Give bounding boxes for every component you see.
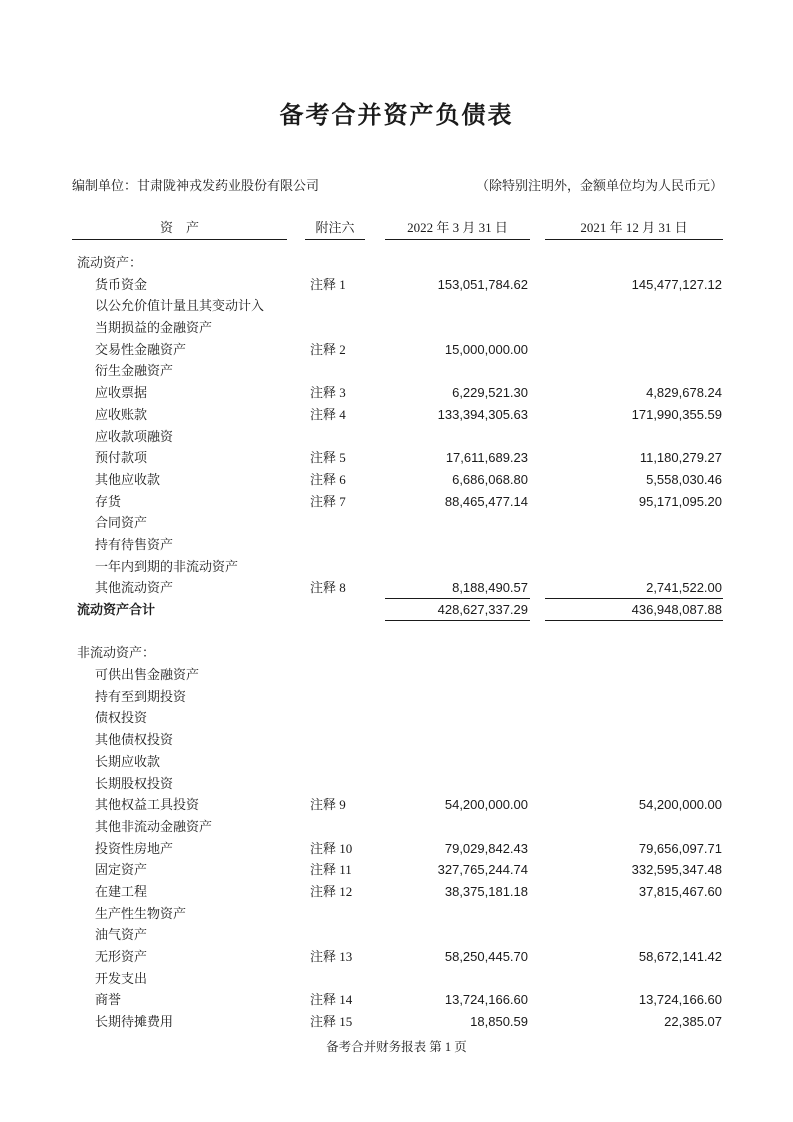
column-gap xyxy=(530,859,545,881)
row-label: 在建工程 xyxy=(95,883,148,899)
table-row xyxy=(72,816,723,838)
row-label: 交易性金融资产 xyxy=(95,341,187,357)
row-value-2022 xyxy=(385,664,530,686)
row-label: 长期应收款 xyxy=(95,753,161,769)
column-gap xyxy=(530,946,545,968)
row-value-2021: 11,180,279.27 xyxy=(639,450,722,466)
row-value-2021 xyxy=(545,556,723,578)
row-note: 注释 10 xyxy=(310,840,353,856)
table-row xyxy=(72,946,723,968)
row-note: 注释 8 xyxy=(310,580,346,596)
column-gap xyxy=(530,1011,545,1033)
header-assets: 资 产 xyxy=(72,217,287,240)
table-row-blank xyxy=(72,621,723,643)
table-row xyxy=(72,404,723,426)
row-label: 非流动资产： xyxy=(77,645,156,661)
table-row xyxy=(72,577,723,599)
page-footer: 备考合并财务报表 第 1 页 xyxy=(326,1040,467,1054)
row-note xyxy=(305,903,385,925)
row-value-2022: 58,250,445.70 xyxy=(444,949,528,964)
row-value-2021: 22,385.07 xyxy=(664,1014,722,1030)
column-gap xyxy=(530,794,545,816)
column-gap xyxy=(530,534,545,556)
row-value-2021: 5,558,030.46 xyxy=(646,471,722,487)
row-value-2022 xyxy=(385,252,530,274)
unit-note: （除特别注明外，金额单位均为人民币元） xyxy=(475,178,723,193)
row-value-2022 xyxy=(385,317,530,339)
row-value-2022 xyxy=(385,642,530,664)
column-gap xyxy=(530,599,545,621)
header-gap xyxy=(287,217,305,240)
row-note xyxy=(305,729,385,751)
row-value-2021: 2,741,522.00 xyxy=(545,577,723,599)
row-note: 注释 13 xyxy=(310,949,353,964)
table-row xyxy=(72,1011,723,1033)
row-label: 其他流动资产 xyxy=(95,580,174,596)
row-label: 其他债权投资 xyxy=(95,732,174,748)
row-label: 债权投资 xyxy=(95,710,148,726)
table-row xyxy=(72,556,723,578)
row-value-2022: 88,465,477.14 xyxy=(444,493,528,509)
row-note xyxy=(305,642,385,664)
row-note xyxy=(305,512,385,534)
table-row xyxy=(72,274,723,296)
column-gap xyxy=(530,382,545,404)
row-value-2022 xyxy=(385,773,530,795)
row-value-2022 xyxy=(385,534,530,556)
row-value-2022 xyxy=(385,512,530,534)
row-value-2021: 145,477,127.12 xyxy=(631,276,722,292)
column-gap xyxy=(530,512,545,534)
row-label: 投资性房地产 xyxy=(95,840,174,856)
table-row xyxy=(72,751,723,773)
table-row xyxy=(72,252,723,274)
row-label: 油气资产 xyxy=(95,927,148,943)
row-value-2021 xyxy=(545,903,723,925)
row-value-2021 xyxy=(545,751,723,773)
row-value-2022 xyxy=(385,751,530,773)
row-value-2021: 436,948,087.88 xyxy=(545,599,723,621)
column-gap xyxy=(530,751,545,773)
row-label: 以公允价值计量且其变动计入 xyxy=(95,298,265,314)
table-row xyxy=(72,426,723,448)
column-gap xyxy=(530,317,545,339)
row-value-2022 xyxy=(385,295,530,317)
row-label: 其他非流动金融资产 xyxy=(95,818,213,834)
table-row xyxy=(72,686,723,708)
row-value-2022: 6,229,521.30 xyxy=(452,385,528,401)
table-row xyxy=(72,924,723,946)
row-label: 当期损益的金融资产 xyxy=(95,320,213,336)
table-row xyxy=(72,989,723,1011)
row-note: 注释 4 xyxy=(310,406,346,422)
table-row xyxy=(72,838,723,860)
row-value-2021 xyxy=(545,729,723,751)
row-value-2022: 54,200,000.00 xyxy=(444,797,528,813)
row-label: 长期股权投资 xyxy=(95,775,174,791)
column-gap xyxy=(530,426,545,448)
row-label: 其他权益工具投资 xyxy=(95,797,200,813)
column-gap xyxy=(530,339,545,361)
column-gap xyxy=(530,686,545,708)
row-value-2021 xyxy=(545,295,723,317)
row-value-2021: 54,200,000.00 xyxy=(638,797,722,813)
row-value-2022 xyxy=(385,968,530,990)
row-label: 存货 xyxy=(95,493,122,509)
row-value-2021 xyxy=(545,968,723,990)
row-value-2021: 58,672,141.42 xyxy=(638,949,722,964)
row-note xyxy=(305,816,385,838)
column-gap xyxy=(530,360,545,382)
row-value-2022: 79,029,842.43 xyxy=(444,840,528,856)
table-body xyxy=(72,252,723,1033)
row-note xyxy=(305,556,385,578)
row-label: 长期待摊费用 xyxy=(95,1014,174,1030)
row-value-2022: 133,394,305.63 xyxy=(437,406,528,422)
row-value-2022: 6,686,068.80 xyxy=(452,471,528,487)
row-value-2021: 13,724,166.60 xyxy=(638,992,722,1008)
table-row xyxy=(72,447,723,469)
table-row xyxy=(72,599,723,621)
row-note: 注释 12 xyxy=(310,883,353,899)
table-row xyxy=(72,339,723,361)
row-note: 注释 3 xyxy=(310,385,346,401)
row-note: 注释 6 xyxy=(310,471,346,487)
column-gap xyxy=(530,989,545,1011)
row-note xyxy=(305,924,385,946)
row-value-2021: 4,829,678.24 xyxy=(646,385,722,401)
row-note xyxy=(305,252,385,274)
table-row xyxy=(72,881,723,903)
row-note xyxy=(305,426,385,448)
column-gap xyxy=(530,556,545,578)
row-note xyxy=(305,360,385,382)
table-row xyxy=(72,968,723,990)
table-row xyxy=(72,469,723,491)
row-note: 注释 14 xyxy=(310,992,353,1008)
column-gap xyxy=(530,838,545,860)
row-note xyxy=(305,599,385,621)
column-gap xyxy=(530,469,545,491)
row-value-2022 xyxy=(385,360,530,382)
row-note xyxy=(305,317,385,339)
column-gap xyxy=(530,773,545,795)
table-row xyxy=(72,859,723,881)
row-label: 预付款项 xyxy=(95,450,148,466)
table-row xyxy=(72,512,723,534)
row-value-2021 xyxy=(545,642,723,664)
table-row xyxy=(72,794,723,816)
row-value-2021: 332,595,347.48 xyxy=(631,862,722,878)
row-value-2021: 79,656,097.71 xyxy=(638,840,722,856)
column-gap xyxy=(530,816,545,838)
row-value-2021 xyxy=(545,534,723,556)
prepared-by: 编制单位：甘肃陇神戎发药业股份有限公司 xyxy=(72,178,320,193)
row-value-2021 xyxy=(545,317,723,339)
row-label: 应收账款 xyxy=(95,406,148,422)
page-title: 备考合并资产负债表 xyxy=(279,103,514,129)
row-label: 流动资产合计 xyxy=(77,602,156,617)
row-value-2021 xyxy=(545,512,723,534)
row-note: 注释 7 xyxy=(310,493,346,509)
column-gap xyxy=(530,274,545,296)
table-row xyxy=(72,773,723,795)
row-note xyxy=(305,664,385,686)
row-label: 持有至到期投资 xyxy=(95,688,187,704)
row-note: 注释 5 xyxy=(310,450,346,466)
row-value-2021 xyxy=(545,686,723,708)
header-date-2021: 2021 年 12 月 31 日 xyxy=(545,217,723,240)
row-label: 可供出售金融资产 xyxy=(95,667,200,683)
row-value-2022 xyxy=(385,707,530,729)
row-note: 注释 11 xyxy=(310,862,352,878)
row-value-2022: 428,627,337.29 xyxy=(385,599,530,621)
table-row xyxy=(72,360,723,382)
row-label: 一年内到期的非流动资产 xyxy=(95,558,239,574)
row-label: 货币资金 xyxy=(95,276,148,292)
table-row xyxy=(72,295,723,317)
row-label: 合同资产 xyxy=(95,515,148,531)
column-gap xyxy=(530,252,545,274)
row-note: 注释 15 xyxy=(310,1014,353,1030)
column-gap xyxy=(530,577,545,599)
row-value-2021 xyxy=(545,773,723,795)
row-value-2022: 15,000,000.00 xyxy=(444,341,528,357)
row-label: 应收票据 xyxy=(95,385,148,401)
table-row xyxy=(72,491,723,513)
column-gap xyxy=(530,881,545,903)
table-row xyxy=(72,707,723,729)
column-gap xyxy=(530,404,545,426)
row-value-2022: 153,051,784.62 xyxy=(437,276,528,292)
row-value-2022: 38,375,181.18 xyxy=(444,883,528,899)
row-value-2021: 171,990,355.59 xyxy=(631,406,722,422)
row-note xyxy=(305,968,385,990)
row-value-2021 xyxy=(545,924,723,946)
row-note xyxy=(305,686,385,708)
table-row xyxy=(72,534,723,556)
row-label: 应收款项融资 xyxy=(95,428,174,444)
header-gap xyxy=(530,217,545,240)
table-row xyxy=(72,642,723,664)
column-gap xyxy=(530,447,545,469)
row-value-2022 xyxy=(385,686,530,708)
table-row xyxy=(72,903,723,925)
row-value-2022: 17,611,689.23 xyxy=(445,450,528,466)
row-label: 持有待售资产 xyxy=(95,536,174,552)
table-row xyxy=(72,664,723,686)
row-value-2022 xyxy=(385,816,530,838)
header-gap xyxy=(365,217,385,240)
row-note: 注释 2 xyxy=(310,341,346,357)
row-value-2021 xyxy=(545,360,723,382)
row-note xyxy=(305,707,385,729)
row-value-2021: 37,815,467.60 xyxy=(638,883,722,899)
row-note: 注释 1 xyxy=(310,276,346,292)
row-value-2022 xyxy=(385,729,530,751)
row-value-2022 xyxy=(385,924,530,946)
row-label: 流动资产： xyxy=(77,255,143,270)
row-label: 其他应收款 xyxy=(95,471,161,487)
row-value-2021 xyxy=(545,339,723,361)
table-row xyxy=(72,317,723,339)
row-value-2022: 13,724,166.60 xyxy=(444,992,528,1008)
row-value-2021 xyxy=(545,252,723,274)
table-header xyxy=(72,217,723,240)
header-date-2022: 2022 年 3 月 31 日 xyxy=(385,217,530,240)
row-note xyxy=(305,773,385,795)
column-gap xyxy=(530,491,545,513)
row-note: 注释 9 xyxy=(310,797,346,813)
row-value-2021 xyxy=(545,707,723,729)
row-value-2022 xyxy=(385,556,530,578)
row-note xyxy=(305,751,385,773)
row-value-2022: 18,850.59 xyxy=(470,1014,528,1030)
row-label: 衍生金融资产 xyxy=(95,363,174,379)
row-value-2021: 95,171,095.20 xyxy=(638,493,722,509)
row-label: 生产性生物资产 xyxy=(95,905,187,921)
table-row xyxy=(72,729,723,751)
table-row xyxy=(72,382,723,404)
row-value-2022 xyxy=(385,426,530,448)
row-value-2021 xyxy=(545,816,723,838)
row-note xyxy=(305,295,385,317)
row-label: 固定资产 xyxy=(95,862,148,878)
column-gap xyxy=(530,664,545,686)
row-value-2022 xyxy=(385,903,530,925)
row-value-2021 xyxy=(545,664,723,686)
row-value-2022: 327,765,244.74 xyxy=(437,862,528,878)
row-value-2021 xyxy=(545,426,723,448)
column-gap xyxy=(530,903,545,925)
row-note xyxy=(305,534,385,556)
row-label: 商誉 xyxy=(95,992,122,1008)
row-label: 无形资产 xyxy=(95,949,148,964)
column-gap xyxy=(530,707,545,729)
row-label: 开发支出 xyxy=(95,970,148,986)
column-gap xyxy=(530,924,545,946)
header-note: 附注六 xyxy=(305,217,365,240)
column-gap xyxy=(530,295,545,317)
column-gap xyxy=(530,642,545,664)
row-value-2022: 8,188,490.57 xyxy=(385,577,530,599)
column-gap xyxy=(530,729,545,751)
meta-row xyxy=(72,175,723,194)
column-gap xyxy=(530,968,545,990)
